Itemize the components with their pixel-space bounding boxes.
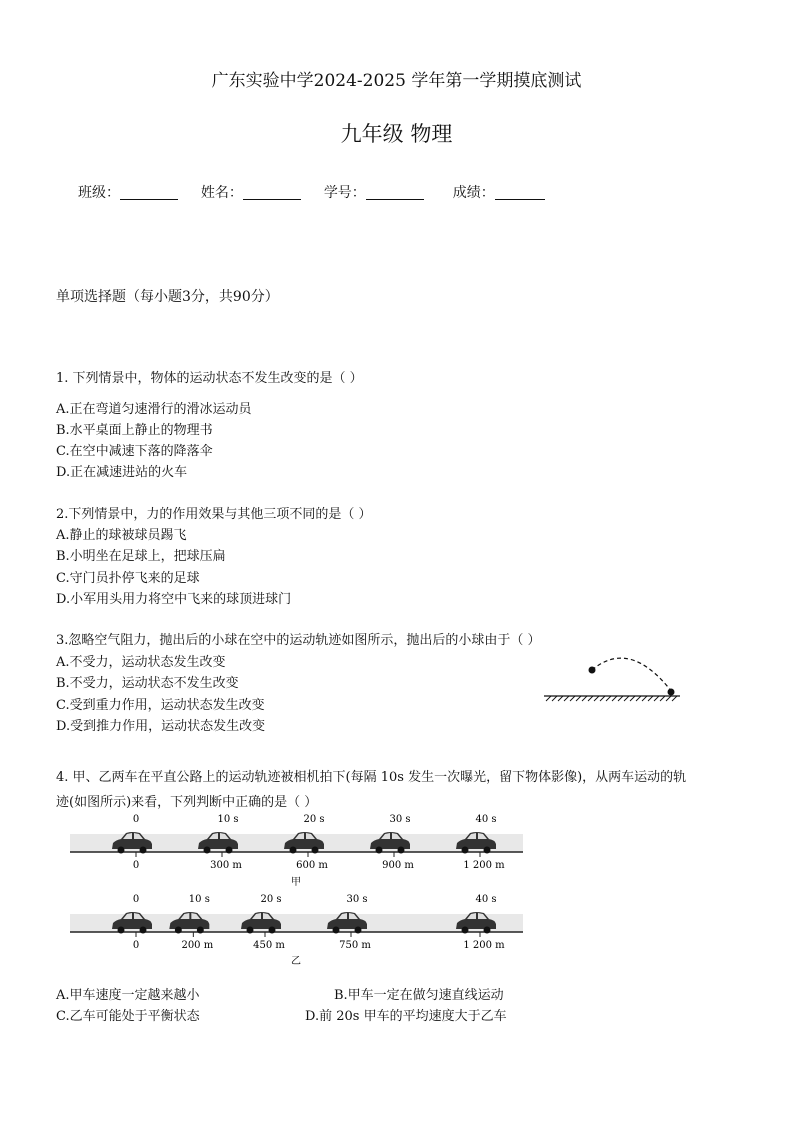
jia-time-label: 0 — [132, 814, 140, 825]
question-4-stem-line1: 4. 甲、乙两车在平直公路上的运动轨迹被相机拍下(每隔 10s 发生一次曝光，留下物体影像)，从两车运动的轨 — [56, 770, 687, 785]
question-1-option-d: D.正在减速进站的火车 — [56, 465, 188, 480]
yi-time-label: 20 s — [260, 894, 282, 905]
jia-label: 甲 — [291, 877, 301, 888]
yi-time-label: 40 s — [475, 894, 497, 905]
question-3-option-b: B.不受力，运动状态不发生改变 — [56, 676, 239, 691]
jia-position-label: 1 200 m — [463, 860, 505, 871]
yi-position-label: 1 200 m — [463, 940, 505, 951]
id-blank — [366, 185, 424, 200]
yi-time-label: 10 s — [188, 894, 210, 905]
ball-start — [589, 667, 596, 674]
question-3-option-c: C.受到重力作用，运动状态发生改变 — [56, 698, 265, 713]
question-3-option-a: A.不受力，运动状态发生改变 — [56, 655, 226, 670]
class-blank — [120, 185, 178, 200]
projectile-figure — [540, 650, 685, 705]
jia-position-label: 900 m — [382, 860, 414, 871]
question-2-option-d: D.小军用头用力将空中飞来的球顶进球门 — [56, 592, 292, 607]
question-1-option-b: B.水平桌面上静止的物理书 — [56, 423, 213, 438]
yi-position-label: 0 — [132, 940, 140, 951]
jia-time-label: 10 s — [217, 814, 239, 825]
question-1-option-a: A.正在弯道匀速滑行的滑冰运动员 — [56, 402, 252, 417]
question-4-option-c: C.乙车可能处于平衡状态 — [56, 1009, 200, 1024]
id-label: 学号： — [323, 185, 366, 201]
score-label: 成绩： — [452, 185, 495, 201]
exam-title: 广东实验中学2024-2025 学年第一学期摸底测试 — [211, 71, 582, 91]
question-3-stem: 3.忽略空气阻力，抛出后的小球在空中的运动轨迹如图所示，抛出后的小球由于（ ） — [56, 633, 541, 648]
yi-time-label: 30 s — [346, 894, 368, 905]
jia-time-label: 20 s — [303, 814, 325, 825]
student-info-line — [78, 182, 545, 202]
jia-time-label: 30 s — [389, 814, 411, 825]
question-4-option-d: D.前 20s 甲车的平均速度大于乙车 — [305, 1009, 507, 1024]
name-blank — [243, 185, 301, 200]
question-4-option-a: A.甲车速度一定越来越小 — [56, 988, 200, 1003]
yi-time-label: 0 — [132, 894, 140, 905]
question-4-stem-line2: 迹(如图所示)来看，下列判断中正确的是（ ） — [56, 795, 318, 810]
class-label: 班级： — [78, 185, 120, 201]
yi-position-label: 750 m — [339, 940, 371, 951]
question-2-option-b: B.小明坐在足球上，把球压扁 — [56, 549, 226, 564]
question-4-option-b: B.甲车一定在做匀速直线运动 — [334, 988, 504, 1003]
ball-end — [668, 689, 675, 696]
name-label: 姓名： — [200, 185, 243, 201]
question-1-option-c: C.在空中减速下落的降落伞 — [56, 444, 213, 459]
question-2-option-a: A.静止的球被球员踢飞 — [56, 528, 187, 543]
question-1-stem: 1. 下列情景中，物体的运动状态不发生改变的是（ ） — [56, 371, 363, 386]
question-2-stem: 2.下列情景中，力的作用效果与其他三项不同的是（ ） — [56, 507, 372, 522]
question-2-option-c: C.守门员扑停飞来的足球 — [56, 571, 200, 586]
yi-label: 乙 — [291, 956, 301, 967]
jia-time-label: 40 s — [475, 814, 497, 825]
trajectory-path — [592, 658, 672, 692]
jia-position-label: 300 m — [210, 860, 242, 871]
yi-position-label: 450 m — [253, 940, 285, 951]
car-track-figure — [70, 810, 525, 970]
yi-position-label: 200 m — [181, 940, 214, 951]
ground-hatch — [546, 696, 677, 701]
question-3-option-d: D.受到推力作用，运动状态发生改变 — [56, 719, 266, 734]
jia-position-label: 600 m — [296, 860, 328, 871]
exam-subtitle: 九年级 物理 — [340, 122, 453, 146]
section-title: 单项选择题（每小题3分，共90分） — [56, 289, 279, 305]
jia-position-label: 0 — [132, 860, 140, 871]
score-blank — [495, 185, 545, 200]
